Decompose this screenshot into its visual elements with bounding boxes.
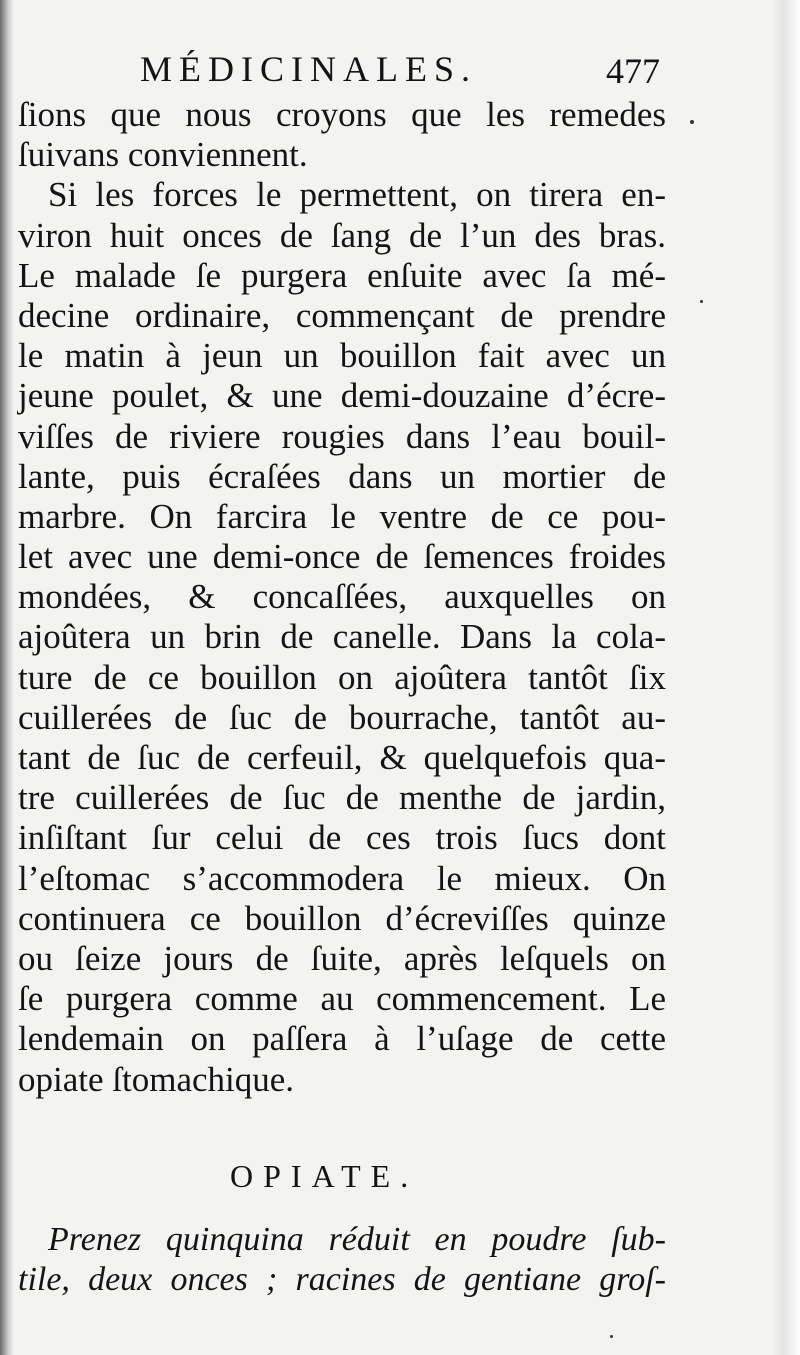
running-head: MÉDICINALES. [140, 49, 477, 89]
text-line: cuillerées de ſuc de bourrache, tantôt au- [18, 697, 666, 737]
ink-speck [610, 1335, 613, 1338]
text-line: tant de ſuc de cerfeuil, & quelquefois qua- [18, 738, 666, 777]
text-line: ture de ce bouillon on ajoûtera tantôt ſix [18, 657, 666, 697]
section-title: OPIATE. [230, 1158, 419, 1194]
text-line: marbre. On farcira le ventre de ce pou- [18, 496, 666, 536]
text-line: ou ſeize jours de ſuite, après leſquels on [18, 938, 666, 978]
text-line: mondées, & concaſſées, auxquelles on [18, 577, 666, 617]
text-line: le matin à jeun un bouillon fait avec un [18, 336, 666, 376]
body-text [18, 95, 666, 1100]
page-edge [772, 0, 800, 1355]
text-line: tre cuillerées de ſuc de menthe de jardin, [18, 778, 666, 818]
text-line: viron huit onces de ſang de l’un des bras. [18, 215, 666, 255]
text-line: lante, puis écraſées dans un mortier de [18, 456, 666, 496]
text-line: continuera ce bouillon d’écreviſſes quinze [18, 898, 666, 938]
text-line: inſiſtant ſur celui de ces trois ſucs dont [18, 818, 666, 858]
text-line: opiate ſtomachique. [18, 1059, 295, 1099]
text-line: ſe purgera comme au commencement. Le [18, 979, 666, 1019]
text-line: ajoûtera un brin de canelle. Dans la cola- [18, 617, 666, 657]
ink-speck [700, 300, 703, 303]
page-header [140, 48, 660, 98]
text-line: let avec une demi-once de ſemences froides [18, 537, 666, 577]
text-line: viſſes de riviere rougies dans l’eau bouil- [18, 416, 666, 456]
binding-gutter [0, 0, 14, 1355]
text-line: decine ordinaire, commençant de prendre [18, 295, 666, 335]
recipe-text [18, 1220, 666, 1300]
text-line: tile, deux onces ; racines de gentiane groſ- [18, 1261, 666, 1299]
text-line: Prenez quinquina réduit en poudre ſub- [48, 1221, 666, 1258]
text-line: Si les forces le permettent, on tirera en- [48, 175, 666, 215]
text-line: Le malade ſe purgera enſuite avec ſa mé- [18, 255, 666, 295]
text-line: ſions que nous croyons que les remedes [18, 95, 666, 134]
text-line: l’eſtomac s’accommodera le mieux. On [18, 858, 666, 898]
page-number: 477 [606, 51, 660, 91]
text-line: jeune poulet, & une demi-douzaine d’écre- [18, 376, 666, 416]
text-line: lendemain on paſſera à l’uſage de cette [18, 1019, 666, 1059]
ink-speck [690, 120, 694, 124]
text-line: ſuivans conviennent. [18, 135, 308, 175]
